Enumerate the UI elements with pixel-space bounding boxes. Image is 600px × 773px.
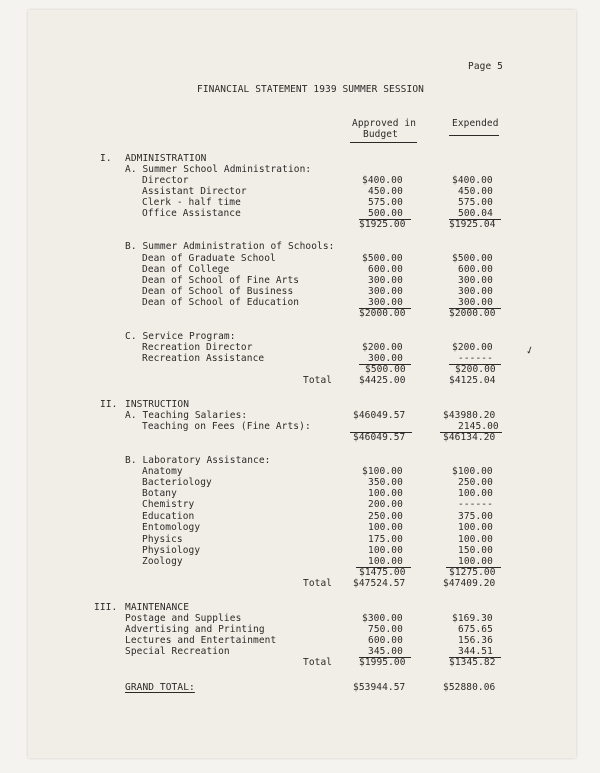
total-approved: $4425.00 — [359, 375, 406, 386]
row-label: Physics — [142, 534, 183, 545]
row-expended: 575.00 — [458, 197, 493, 208]
row-approved: 500.00 — [368, 208, 403, 219]
row-expended: 344.51 — [458, 646, 493, 657]
section-numeral: II. — [100, 399, 118, 410]
subsection-title: B. Summer Administration of Schools: — [125, 241, 335, 252]
row-approved: 600.00 — [368, 635, 403, 646]
grand-total-expended: $52880.06 — [443, 682, 496, 693]
row-label: Zoology — [142, 556, 183, 567]
row-label: Dean of School of Fine Arts — [142, 275, 300, 286]
subtotal-approved: $500.00 — [365, 364, 406, 375]
row-expended: $400.00 — [452, 175, 493, 186]
row-expended: 600.00 — [458, 264, 493, 275]
row-approved: $46049.57 — [353, 410, 406, 421]
row-expended: ------ — [458, 353, 493, 364]
column-header-rule — [449, 135, 499, 136]
row-expended: 450.00 — [458, 186, 493, 197]
row-expended: 156.36 — [458, 635, 493, 646]
row-label: Dean of School of Education — [142, 297, 300, 308]
section-heading: MAINTENANCE — [125, 602, 190, 613]
column-header-approved: Approved in — [352, 118, 417, 129]
row-label: Physiology — [142, 545, 201, 556]
row-expended: 300.00 — [458, 286, 493, 297]
grand-total-label: GRAND TOTAL: — [125, 682, 195, 693]
row-approved: 300.00 — [368, 286, 403, 297]
row-label: Anatomy — [142, 466, 183, 477]
subsection-title: B. Laboratory Assistance: — [125, 455, 271, 466]
row-approved: 100.00 — [368, 522, 403, 533]
row-approved: 300.00 — [368, 275, 403, 286]
column-header-approved-budget: Budget — [363, 129, 398, 140]
row-approved: 100.00 — [368, 488, 403, 499]
row-approved: 575.00 — [368, 197, 403, 208]
row-expended: $200.00 — [452, 342, 493, 353]
row-expended: 100.00 — [458, 556, 493, 567]
section-heading: INSTRUCTION — [125, 399, 190, 410]
subtotal-approved: $1475.00 — [359, 567, 406, 578]
row-label: Entomology — [142, 522, 201, 533]
row-approved: 200.00 — [368, 499, 403, 510]
row-approved: $400.00 — [362, 175, 403, 186]
subtotal-approved: $2000.00 — [359, 308, 406, 319]
subtotal-expended: $1275.00 — [449, 567, 496, 578]
row-label: Recreation Assistance — [142, 353, 265, 364]
row-label: Assistant Director — [142, 186, 247, 197]
row-expended: 100.00 — [458, 522, 493, 533]
row-expended: 2145.00 — [458, 421, 499, 432]
row-expended: 100.00 — [458, 488, 493, 499]
row-label: Botany — [142, 488, 177, 499]
row-label: Recreation Director — [142, 342, 253, 353]
row-expended: $500.00 — [452, 253, 493, 264]
subtotal-approved: $46049.57 — [353, 432, 406, 443]
section-numeral: III. — [94, 602, 118, 613]
row-expended: 300.00 — [458, 297, 493, 308]
row-expended: 375.00 — [458, 511, 493, 522]
section-numeral: I. — [100, 153, 112, 164]
row-expended: ------ — [458, 499, 493, 510]
row-approved: 450.00 — [368, 186, 403, 197]
row-approved: 100.00 — [368, 556, 403, 567]
row-approved: $300.00 — [362, 613, 403, 624]
total-approved: $1995.00 — [359, 657, 406, 668]
row-expended: $169.30 — [452, 613, 493, 624]
row-label: Special Recreation — [125, 646, 230, 657]
row-expended: 500.04 — [458, 208, 493, 219]
row-approved: $500.00 — [362, 253, 403, 264]
row-label: Education — [142, 511, 195, 522]
row-label: Clerk - half time — [142, 197, 241, 208]
row-label: Dean of School of Business — [142, 286, 294, 297]
total-expended: $47409.20 — [443, 578, 496, 589]
total-label: Total — [303, 578, 333, 589]
row-label: Advertising and Printing — [125, 624, 265, 635]
row-approved: 100.00 — [368, 545, 403, 556]
total-approved: $47524.57 — [353, 578, 406, 589]
row-label: Chemistry — [142, 499, 195, 510]
row-label: Director — [142, 175, 189, 186]
row-approved: $200.00 — [362, 342, 403, 353]
subtotal-expended: $1925.04 — [449, 219, 496, 230]
row-label: Dean of Graduate School — [142, 253, 276, 264]
subsection-title: A. Teaching Salaries: — [125, 410, 248, 421]
total-label: Total — [303, 375, 333, 386]
total-label: Total — [303, 657, 333, 668]
check-mark-icon: ✓ — [523, 342, 536, 358]
section-heading: ADMINISTRATION — [125, 153, 207, 164]
row-expended: 675.65 — [458, 624, 493, 635]
row-expended: 150.00 — [458, 545, 493, 556]
row-expended: 100.00 — [458, 534, 493, 545]
subtotal-expended: $200.00 — [455, 364, 496, 375]
row-expended: $100.00 — [452, 466, 493, 477]
column-header-rule — [350, 142, 417, 143]
row-expended: 250.00 — [458, 477, 493, 488]
row-label: Office Assistance — [142, 208, 241, 219]
row-approved: 250.00 — [368, 511, 403, 522]
grand-total-approved: $53944.57 — [353, 682, 406, 693]
row-approved: 600.00 — [368, 264, 403, 275]
subtotal-expended: $46134.20 — [443, 432, 496, 443]
row-approved: $100.00 — [362, 466, 403, 477]
subsection-title: A. Summer School Administration: — [125, 164, 312, 175]
row-approved: 300.00 — [368, 297, 403, 308]
subtotal-approved: $1925.00 — [359, 219, 406, 230]
document-title: FINANCIAL STATEMENT 1939 SUMMER SESSION — [197, 84, 424, 95]
subsection-title: C. Service Program: — [125, 331, 236, 342]
total-expended: $1345.82 — [449, 657, 496, 668]
column-header-expended: Expended — [452, 118, 499, 129]
row-approved: 345.00 — [368, 646, 403, 657]
row-label: Teaching on Fees (Fine Arts): — [142, 421, 311, 432]
row-approved: 350.00 — [368, 477, 403, 488]
row-label: Postage and Supplies — [125, 613, 242, 624]
row-expended: $43980.20 — [443, 410, 496, 421]
subtotal-expended: $2000.00 — [449, 308, 496, 319]
row-label: Bacteriology — [142, 477, 212, 488]
row-label: Lectures and Entertainment — [125, 635, 277, 646]
total-expended: $4125.04 — [449, 375, 496, 386]
row-label: Dean of College — [142, 264, 230, 275]
page-number: Page 5 — [468, 61, 503, 72]
row-approved: 750.00 — [368, 624, 403, 635]
row-approved: 175.00 — [368, 534, 403, 545]
row-approved: 300.00 — [368, 353, 403, 364]
row-expended: 300.00 — [458, 275, 493, 286]
